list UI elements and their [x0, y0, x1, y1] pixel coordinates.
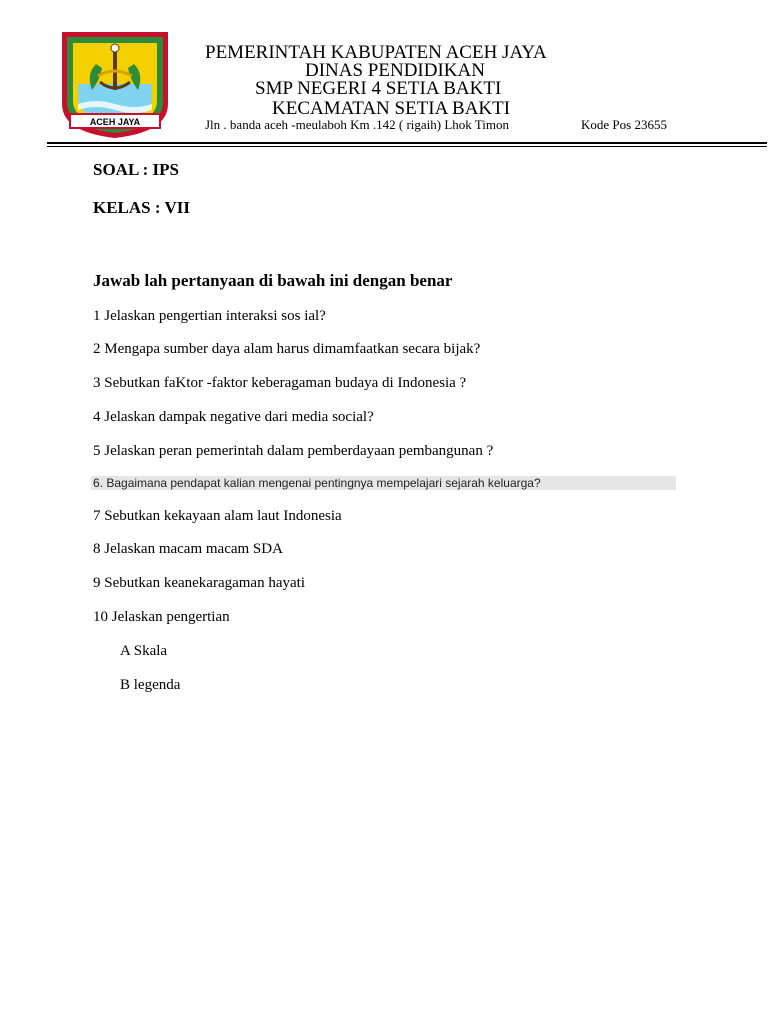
header-line-2: DINAS PENDIDIKAN: [305, 60, 485, 81]
postal-code: Kode Pos 23655: [581, 117, 667, 132]
header-line-3: SMP NEGERI 4 SETIA BAKTI: [255, 78, 502, 99]
question-9: 9 Sebutkan keanekaragaman hayati: [93, 575, 305, 591]
question-10: 10 Jelaskan pengertian: [93, 609, 230, 625]
question-1: 1 Jelaskan pengertian interaksi sos ial?: [93, 308, 326, 324]
sub-item-b: B legenda: [120, 677, 181, 693]
question-4: 4 Jelaskan dampak negative dari media social?: [93, 409, 374, 425]
sub-item-a: A Skala: [120, 643, 168, 659]
question-7: 7 Sebutkan kekayaan alam laut Indonesia: [93, 508, 342, 524]
header-line-1: PEMERINTAH KABUPATEN ACEH JAYA: [205, 42, 547, 63]
header-rule-thin: [47, 146, 767, 147]
address-text: Jln . banda aceh -meulaboh Km .142 ( rigaih) Lhok Timon: [205, 117, 510, 132]
question-2: 2 Mengapa sumber daya alam harus dimamfaatkan secara bijak?: [93, 341, 481, 357]
subject-label: SOAL : IPS: [93, 160, 179, 179]
instruction: Jawab lah pertanyaan di bawah ini dengan benar: [93, 271, 453, 290]
class-label: KELAS : VII: [93, 198, 190, 217]
header-line-4: KECAMATAN SETIA BAKTI: [272, 98, 511, 119]
question-3: 3 Sebutkan faKtor -faktor keberagaman budaya di Indonesia ?: [93, 375, 467, 391]
address-line: [205, 117, 667, 133]
logo-label: ACEH JAYA: [89, 117, 141, 127]
question-6: 6. Bagaimana pendapat kalian mengenai pentingnya mempelajari sejarah keluarga?: [93, 476, 541, 490]
header-rule-thick: [47, 142, 767, 144]
question-5: 5 Jelaskan peran pemerintah dalam pemberdayaan pembangunan ?: [93, 443, 494, 459]
aceh-jaya-logo: [56, 24, 174, 142]
question-8: 8 Jelaskan macam macam SDA: [93, 541, 283, 557]
